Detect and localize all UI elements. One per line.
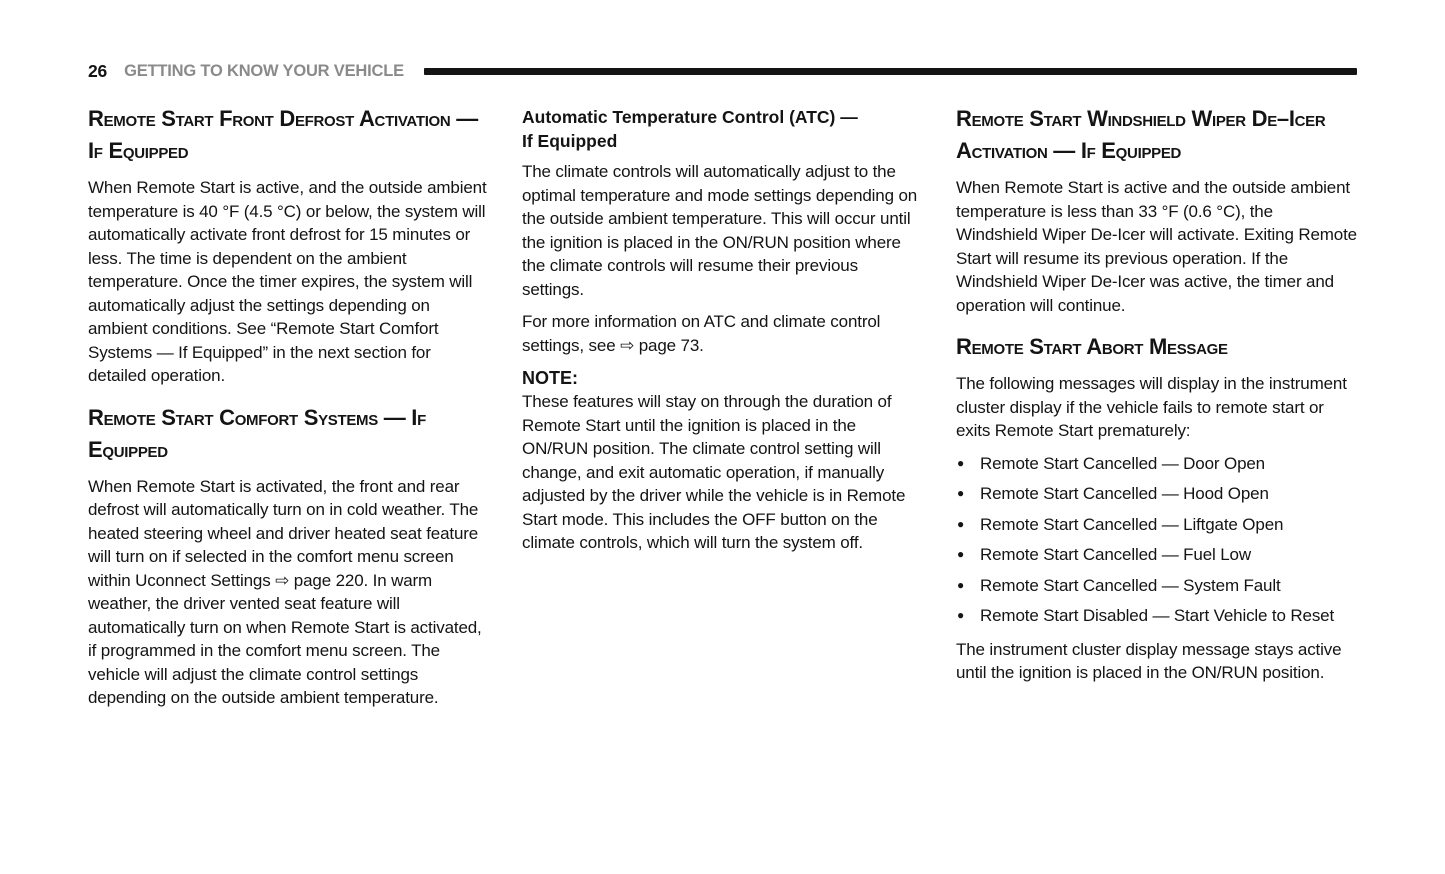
heading-wiper-deicer-activation: Remote Start Windshield Wiper De–Icer Activation — If Equipped <box>956 106 1326 163</box>
column-3 <box>956 103 1357 710</box>
list-item-system-fault: ● Remote Start Cancelled — System Fault <box>956 574 1357 598</box>
subheading-atc-line1: Automatic Temperature Control (ATC) — <box>522 107 858 127</box>
note-text: These features will stay on through the duration of Remote Start until the ignition is placed in the ON/RUN position. The climate control setting will change, and exit automatic operation, if manually adjusted by the driver while the vehicle is in Remote Start mode. This includes the OFF button on the climate controls, which will turn the system off. <box>522 392 906 552</box>
subheading-atc <box>522 106 923 153</box>
paragraph-abort-intro: The following messages will display in the instrument cluster display if the vehicle fails to remote start or exits Remote Start prematurely: <box>956 374 1347 440</box>
page-header <box>88 60 1357 82</box>
heading-abort-message: Remote Start Abort Message <box>956 334 1228 359</box>
paragraph-comfort-systems: When Remote Start is activated, the front and rear defrost will automatically turn on in cold weather. The heated steering wheel and driver heated seat feature will turn on if selected in the comfort menu screen within Uconnect Settings ⇨ page 220. In warm weather, the driver vented seat feature will automatically turn on when Remote Start is activated, if programmed in the comfort menu screen. The vehicle will adjust the climate control settings depending on the outside ambient temperature. <box>88 476 482 707</box>
paragraph-front-defrost: When Remote Start is active, and the outside ambient temperature is 40 °F (4.5 °C) or below, the system will automatically activate front defrost for 15 minutes or less. The time is dependent on the ambient temperature. Once the timer expires, the system will automatically adjust the settings depending on ambient conditions. See “Remote Start Comfort Systems — If Equipped” in the next section for detailed operation. <box>88 178 487 385</box>
list-item-start-vehicle-to-reset: ● Remote Start Disabled — Start Vehicle to Reset <box>956 604 1357 628</box>
paragraph-abort-outro: The instrument cluster display message stays active until the ignition is placed in the ON/RUN position. <box>956 639 1342 682</box>
column-1 <box>88 103 489 710</box>
content-columns <box>88 103 1357 710</box>
list-item-hood-open: ● Remote Start Cancelled — Hood Open <box>956 482 1357 506</box>
list-item-liftgate-open: ● Remote Start Cancelled — Liftgate Open <box>956 513 1357 537</box>
paragraph-atc: The climate controls will automatically adjust to the optimal temperature and mode settings depending on the outside ambient temperature. This will occur until the ignition is placed in the ON/RUN position where the climate controls will resume their previous settings. <box>522 162 918 299</box>
heading-comfort-systems: Remote Start Comfort Systems — If Equipped <box>88 404 426 462</box>
paragraph-wiper-deicer: When Remote Start is active and the outside ambient temperature is less than 33 °F (0.6 °C), the Windshield Wiper De-Icer will activate. Exiting Remote Start will resume its previous operation. If the Windshield Wiper De-Icer was active, the timer and operation will continue. <box>956 178 1357 315</box>
paragraph-atc-reference: For more information on ATC and climate control settings, see ⇨ page 73. <box>522 312 881 355</box>
note-label: NOTE: <box>522 368 578 388</box>
abort-message-list <box>956 452 1357 628</box>
header-rule <box>424 68 1357 75</box>
list-item-door-open: ● Remote Start Cancelled — Door Open <box>956 452 1357 476</box>
subheading-atc-line2: If Equipped <box>522 130 618 151</box>
column-2 <box>522 103 923 710</box>
page-number: 26 <box>88 60 108 81</box>
chapter-title: GETTING TO KNOW YOUR VEHICLE <box>124 61 404 80</box>
heading-front-defrost-activation: Remote Start Front Defrost Activation — If Equipped <box>88 106 478 163</box>
list-item-fuel-low: ● Remote Start Cancelled — Fuel Low <box>956 543 1357 567</box>
